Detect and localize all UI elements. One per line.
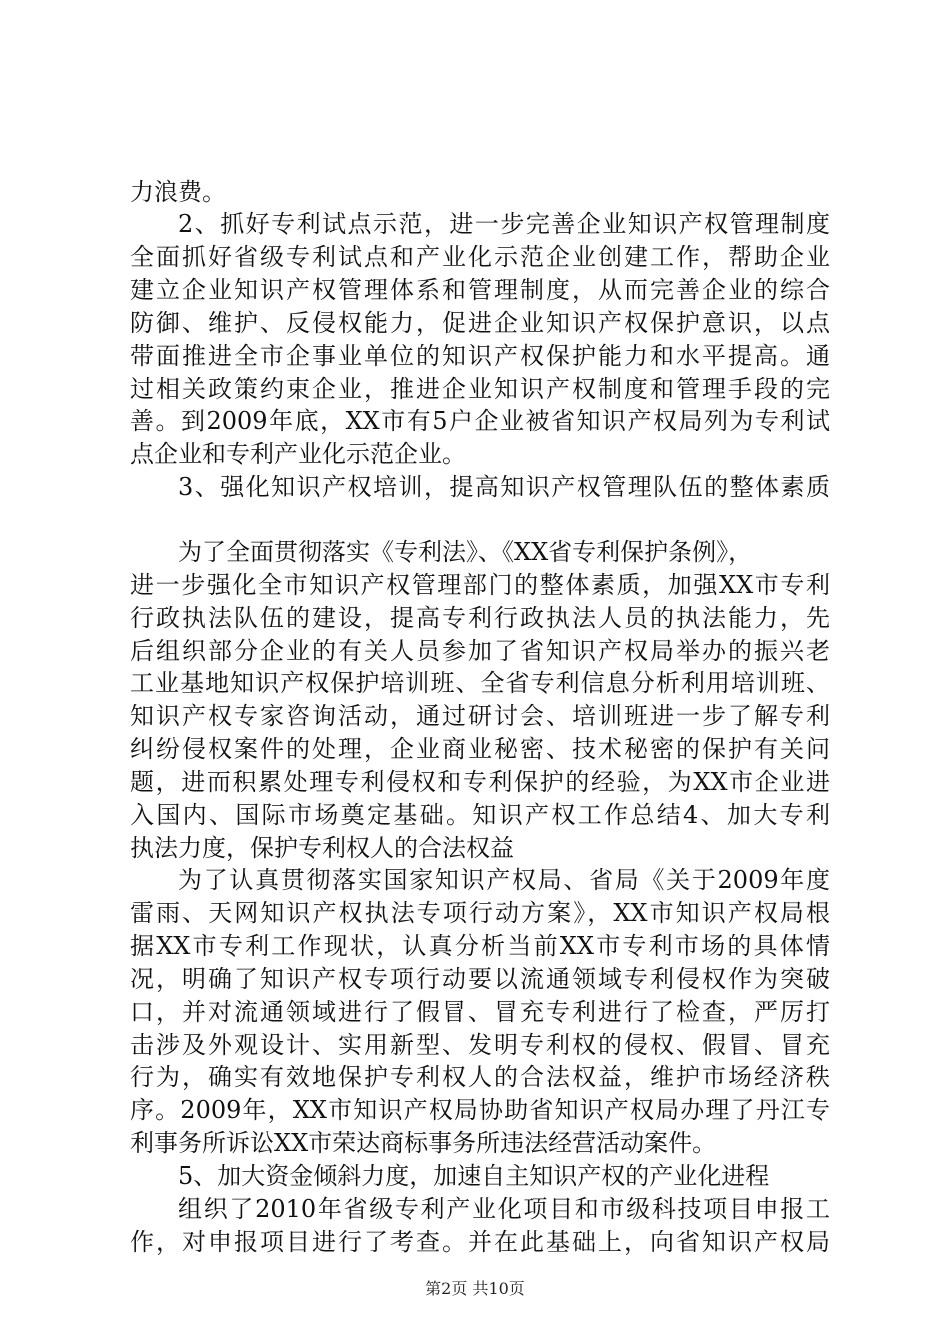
text-line: 为了全面贯彻落实《专利法》、《XX省专利保护条例》， [178,538,753,566]
text-line: 行政执法队伍的建设，提高专利行政执法人员的执法能力，先 [130,604,830,632]
text-line: 据XX市专利工作现状，认真分析当前XX市专利市场的具体情 [130,932,830,960]
text-line: 带面推进全市企事业单位的知识产权保护能力和水平提高。通 [130,342,830,370]
text-line: 序。2009年，XX市知识产权局协助省知识产权局办理了丹江专 [130,1096,830,1124]
text-line: 点企业和专利产业化示范企业。 [130,440,466,468]
text-line: 为了认真贯彻落实国家知识产权局、省局《关于2009年度 [178,866,830,894]
text-line: 口，并对流通领域进行了假冒、冒充专利进行了检查，严厉打 [130,998,830,1026]
text-line: 建立企业知识产权管理体系和管理制度，从而完善企业的综合 [130,276,830,304]
section-heading: 2、抓好专利试点示范，进一步完善企业知识产权管理制度 [178,210,830,238]
text-line: 工业基地知识产权保护培训班、全省专利信息分析利用培训班、 [130,669,830,697]
text-line: 知识产权专家咨询活动，通过研讨会、培训班进一步了解专利 [130,702,830,730]
text-line: 执法力度，保护专利权人的合法权益 [130,834,514,862]
text-line: 况，明确了知识产权专项行动要以流通领域专利侵权作为突破 [130,965,830,993]
text-line: 题，进而积累处理专利侵权和专利保护的经验，为XX市企业进 [130,768,830,796]
section-heading: 5、加大资金倾斜力度，加速自主知识产权的产业化进程 [178,1162,770,1190]
text-line: 纠纷侵权案件的处理，企业商业秘密、技术秘密的保护有关问 [130,735,830,763]
text-line: 雷雨、天网知识产权执法专项行动方案》，XX市知识产权局根 [130,899,830,927]
text-line: 击涉及外观设计、实用新型、发明专利权的侵权、假冒、冒充 [130,1031,830,1059]
text-line: 行为，确实有效地保护专利权人的合法权益，维护市场经济秩 [130,1063,830,1091]
text-line: 力浪费。 [130,178,226,206]
text-line: 全面抓好省级专利试点和产业化示范企业创建工作，帮助企业 [130,243,830,271]
text-line: 组织了2010年省级专利产业化项目和市级科技项目申报工 [178,1195,830,1223]
text-line: 进一步强化全市知识产权管理部门的整体素质，加强XX市专利 [130,571,830,599]
text-line: 善。到2009年底，XX市有5户企业被省知识产权局列为专利试 [130,407,830,435]
text-line: 后组织部分企业的有关人员参加了省知识产权局举办的振兴老 [130,637,830,665]
text-line: 作，对申报项目进行了考查。并在此基础上，向省知识产权局 [130,1228,830,1256]
text-line: 防御、维护、反侵权能力，促进企业知识产权保护意识，以点 [130,309,830,337]
text-line: 入国内、国际市场奠定基础。知识产权工作总结4、加大专利 [130,801,830,829]
section-heading: 3、强化知识产权培训，提高知识产权管理队伍的整体素质 [178,473,830,501]
text-line: 过相关政策约束企业，推进企业知识产权制度和管理手段的完 [130,375,830,403]
page-footer: 第2页 共10页 [425,1279,525,1298]
text-line: 利事务所诉讼XX市荣达商标事务所违法经营活动案件。 [130,1129,717,1157]
